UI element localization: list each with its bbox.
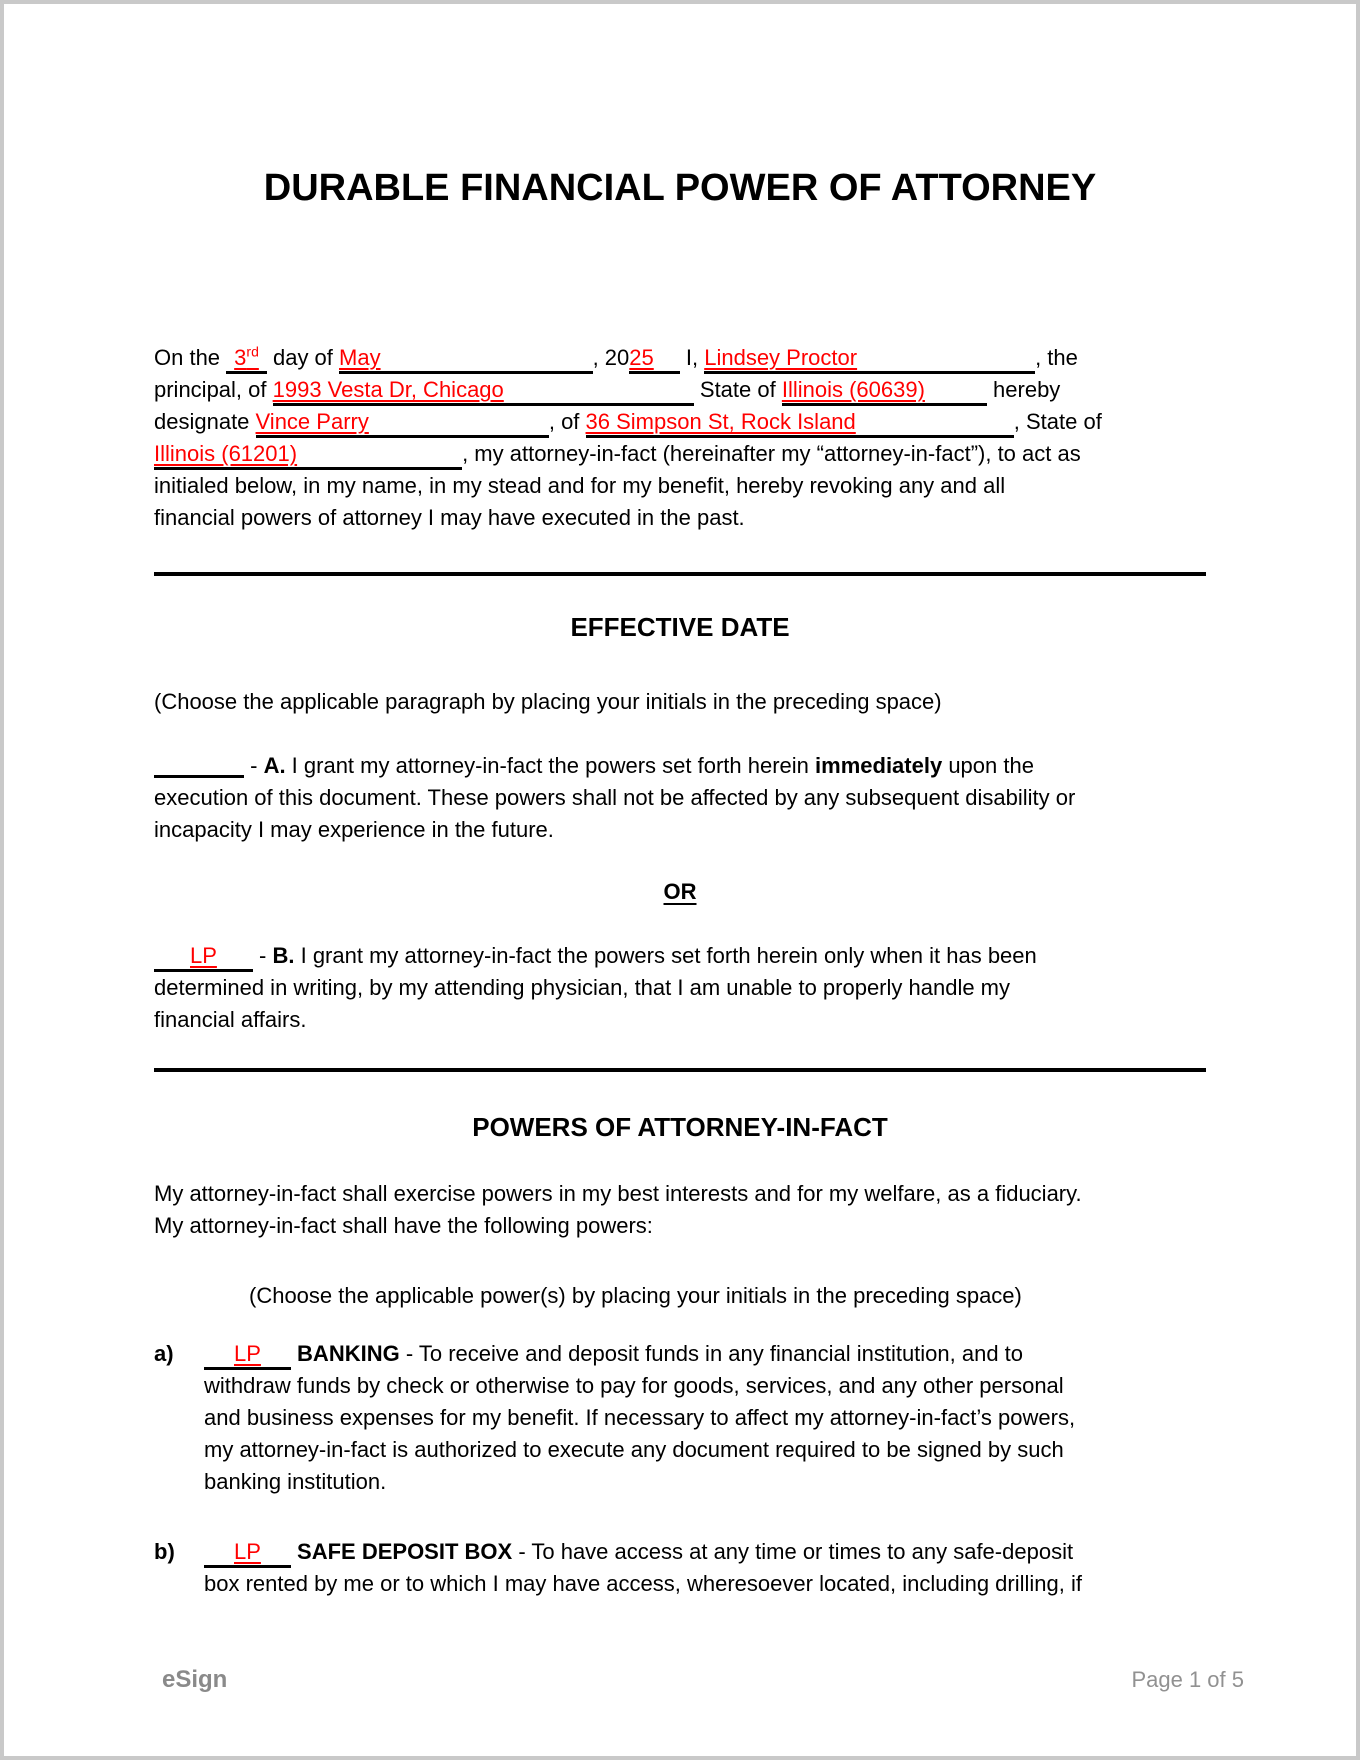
option-b-initials-value: LP: [190, 943, 217, 968]
day-value: 3rd: [234, 343, 259, 370]
intro-line-2: [154, 374, 1206, 406]
intro-text: , my attorney-in-fact (hereinafter my “attorney-in-fact”), to act as: [462, 441, 1081, 466]
principal-address-blank: [273, 377, 694, 406]
principal-name-blank: [704, 345, 1035, 374]
option-a-paragraph: [154, 750, 1206, 846]
intro-line-5: [154, 470, 1206, 502]
option-b-label: B.: [272, 943, 295, 968]
intro-text: principal, of: [154, 377, 273, 402]
powers-intro-paragraph: [154, 1178, 1206, 1242]
powers-heading: POWERS OF ATTORNEY-IN-FACT: [472, 1112, 888, 1142]
intro-text: I,: [679, 345, 705, 370]
agent-state-value: Illinois (61201): [154, 441, 298, 466]
agent-state-blank: [154, 441, 462, 470]
intro-text: , State of: [1013, 409, 1102, 434]
intro-text: , 20: [592, 345, 630, 370]
agent-address-blank: [586, 409, 1014, 438]
page-title: DURABLE FINANCIAL POWER OF ATTORNEY: [263, 167, 1097, 209]
safebox-initials-value: LP: [234, 1539, 261, 1564]
banking-line-1: [204, 1338, 1206, 1370]
option-a-text: -: [244, 753, 264, 778]
option-b-paragraph: [154, 940, 1206, 1036]
safebox-line-2: [204, 1568, 1206, 1600]
powers-intro-line-1: My attorney-in-fact shall exercise powers in my best interests and for my welfare, as a fiduciary.: [154, 1181, 1082, 1206]
option-b-line-2: [154, 972, 1206, 1004]
option-b-line-3: [154, 1004, 1206, 1036]
intro-text: On the: [154, 345, 227, 370]
effective-date-instruction: (Choose the applicable paragraph by placing your initials in the preceding space): [154, 689, 942, 714]
intro-text: , of: [548, 409, 586, 434]
option-b-text: -: [252, 943, 273, 968]
agent-name-blank: [256, 409, 549, 438]
option-b-text: I grant my attorney-in-fact the powers set forth herein only when it has been: [294, 943, 1037, 968]
principal-name-value: Lindsey Proctor: [704, 345, 858, 370]
esign-brand-label: eSign: [162, 1666, 228, 1693]
banking-line-4: [204, 1434, 1206, 1466]
agent-address-value: 36 Simpson St, Rock Island: [585, 409, 856, 434]
intro-text: financial powers of attorney I may have executed in the past.: [154, 505, 745, 530]
power-item-body: [204, 1338, 1206, 1498]
section-divider: [154, 1068, 1206, 1072]
power-item-banking: [154, 1338, 1206, 1498]
safebox-initials-blank: [204, 1539, 291, 1568]
power-item-marker: a): [154, 1341, 174, 1366]
intro-text: designate: [154, 409, 256, 434]
option-a-text: I grant my attorney-in-fact the powers set forth herein: [285, 753, 816, 778]
banking-text: and business expenses for my benefit. If necessary to affect my attorney-in-fact’s powers,: [204, 1405, 1076, 1430]
section-divider: [154, 572, 1206, 576]
option-a-line-1: [154, 750, 1206, 782]
month-blank: [339, 345, 593, 374]
intro-line-6: [154, 502, 1206, 534]
intro-text: initialed below, in my name, in my stead and for my benefit, hereby revoking any and all: [154, 473, 1006, 498]
banking-initials-value: LP: [234, 1341, 261, 1366]
option-b-initials-blank: [154, 943, 253, 972]
opening-paragraph: [154, 342, 1206, 534]
intro-line-4: [154, 438, 1206, 470]
option-a-line-2: [154, 782, 1206, 814]
document-content: [154, 4, 1206, 1600]
option-a-label: A.: [263, 753, 286, 778]
month-value: May: [339, 345, 381, 370]
intro-text: , the: [1035, 345, 1078, 370]
principal-state-value: Illinois (60639): [781, 377, 925, 402]
safebox-text: - To have access at any time or times to any safe-deposit: [512, 1539, 1074, 1564]
banking-initials-blank: [204, 1341, 291, 1370]
option-a-emphasis: immediately: [815, 753, 943, 778]
intro-line-1: [154, 342, 1206, 374]
banking-text: my attorney-in-fact is authorized to execute any document required to be signed by such: [204, 1437, 1064, 1462]
option-b-text: determined in writing, by my attending physician, that I am unable to properly handle my: [154, 975, 1011, 1000]
power-item-marker: b): [154, 1539, 175, 1564]
safebox-title: SAFE DEPOSIT BOX: [297, 1539, 513, 1564]
option-a-text: incapacity I may experience in the future.: [154, 817, 554, 842]
or-separator: OR: [663, 879, 697, 904]
power-item-safe-deposit-box: [154, 1536, 1206, 1600]
banking-text: banking institution.: [204, 1469, 387, 1494]
option-b-text: financial affairs.: [154, 1007, 307, 1032]
option-a-line-3: [154, 814, 1206, 846]
banking-title: BANKING: [297, 1341, 400, 1366]
banking-text: withdraw funds by check or otherwise to pay for goods, services, and any other personal: [204, 1373, 1064, 1398]
power-item-body: [204, 1536, 1206, 1600]
effective-date-heading: EFFECTIVE DATE: [570, 612, 790, 642]
safebox-text: box rented by me or to which I may have access, wheresoever located, including drilling, if: [204, 1571, 1082, 1596]
day-ordinal-suffix: rd: [246, 343, 259, 360]
powers-instruction: (Choose the applicable power(s) by placing your initials in the preceding space): [249, 1283, 1022, 1308]
page-footer: [162, 1666, 1244, 1694]
option-b-line-1: [154, 940, 1206, 972]
page-number-indicator: Page 1 of 5: [1131, 1667, 1244, 1692]
intro-text: hereby: [986, 377, 1061, 402]
banking-line-3: [204, 1402, 1206, 1434]
banking-text: - To receive and deposit funds in any financial institution, and to: [399, 1341, 1024, 1366]
option-a-text: execution of this document. These powers shall not be affected by any subsequent disability or: [154, 785, 1076, 810]
principal-state-blank: [782, 377, 987, 406]
year-blank: [629, 345, 679, 374]
option-a-initials-blank: [154, 752, 244, 778]
banking-line-2: [204, 1370, 1206, 1402]
option-a-text: upon the: [942, 753, 1034, 778]
powers-intro-line-2: My attorney-in-fact shall have the following powers:: [154, 1213, 653, 1238]
day-blank: [226, 345, 267, 374]
intro-line-3: [154, 406, 1206, 438]
banking-line-5: [204, 1466, 1206, 1498]
intro-text: State of: [693, 377, 782, 402]
intro-text: day of: [266, 345, 340, 370]
year-value: 25: [629, 345, 654, 370]
safebox-line-1: [204, 1536, 1206, 1568]
principal-address-value: 1993 Vesta Dr, Chicago: [272, 377, 504, 402]
agent-name-value: Vince Parry: [255, 409, 369, 434]
